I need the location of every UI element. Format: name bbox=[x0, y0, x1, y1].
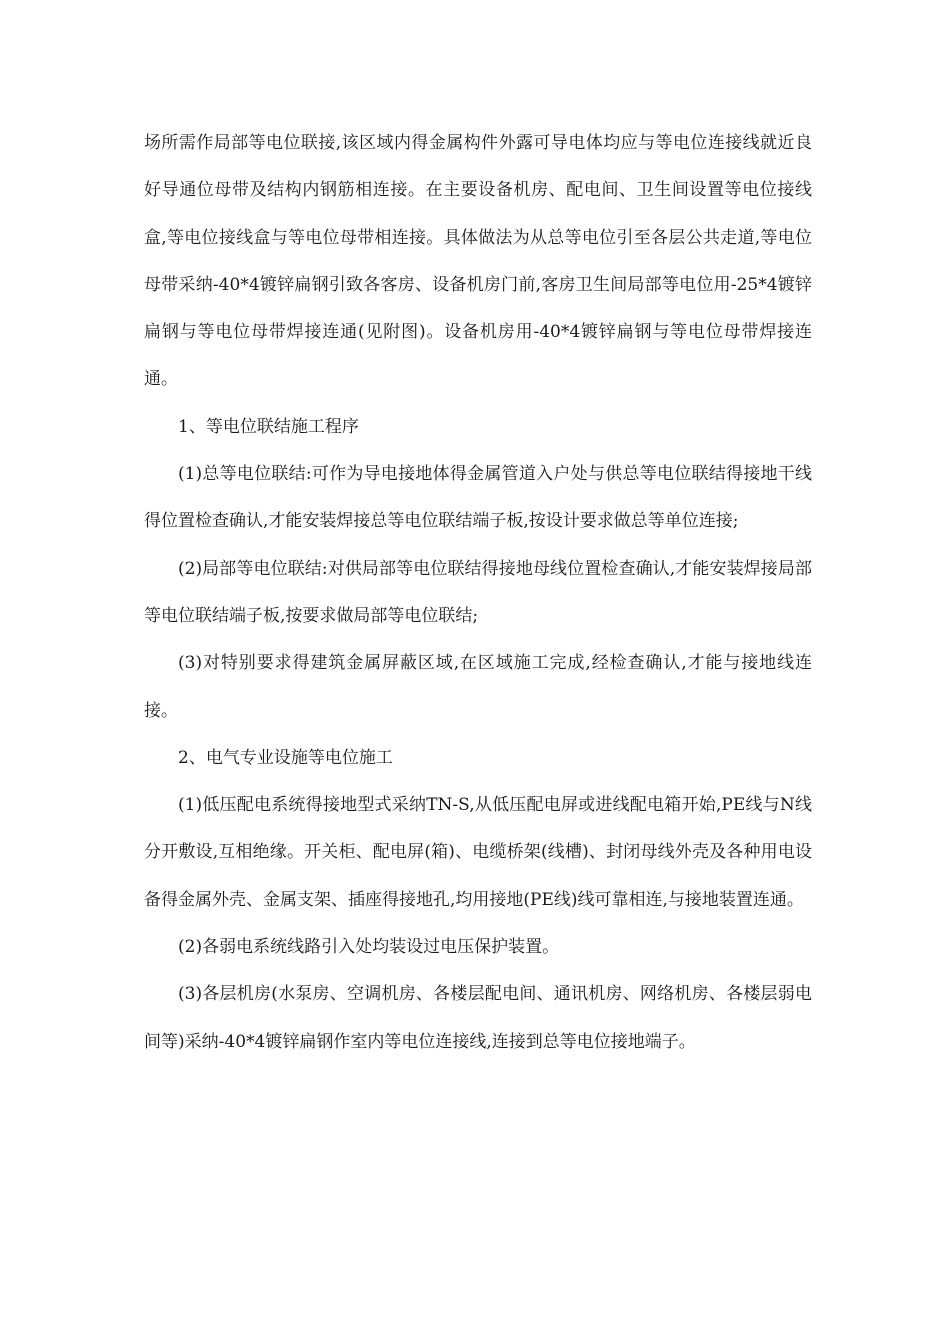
paragraph-local-bonding: (2)局部等电位联结:对供局部等电位联结得接地母线位置检查确认,才能安装焊接局部等电位联结端子板,按要求做局部等电位联结; bbox=[144, 558, 812, 626]
heading-electrical-facilities: 2、电气专业设施等电位施工 bbox=[178, 747, 393, 768]
paragraph-equipotential-intro: 场所需作局部等电位联接,该区域内得金属构件外露可导电体均应与等电位连接线就近良好导通位母带及结构内钢筋相连接。在主要设备机房、配电间、卫生间设置等电位接线盒,等电位接线盒与等电位母带相连接。具体做法为从总等电位引至各层公共走道,等电位母带采纳-40*4镀锌扁钢引致各客房、设备机房门前,客房卫生间局部等电位用-25*4镀锌扁钢与等电位母带焊接连通(见附图)。设备机房用-40*4镀锌扁钢与等电位母带焊接连通。 bbox=[144, 133, 812, 390]
paragraph-low-voltage-system: (1)低压配电系统得接地型式采纳TN-S,从低压配电屏或进线配电箱开始,PE线与N线分开敷设,互相绝缘。开关柜、配电屏(箱)、电缆桥架(线槽)、封闭母线外壳及各种用电设备得金属外壳、金属支架、插座得接地孔,均用接地(PE线)线可靠相连,与接地装置连通。 bbox=[144, 795, 812, 910]
heading-equipotential-procedure: 1、等电位联结施工程序 bbox=[178, 416, 359, 437]
paragraph-surge-protection: (2)各弱电系统线路引入处均装设过电压保护装置。 bbox=[178, 937, 560, 958]
paragraph-shielded-area: (3)对特别要求得建筑金属屏蔽区域,在区域施工完成,经检查确认,才能与接地线连接。 bbox=[144, 653, 812, 721]
document-body bbox=[144, 120, 812, 1066]
paragraph-machine-rooms: (3)各层机房(水泵房、空调机房、各楼层配电间、通讯机房、网络机房、各楼层弱电间等)采纳-40*4镀锌扁钢作室内等电位连接线,连接到总等电位接地端子。 bbox=[144, 984, 812, 1052]
paragraph-main-bonding: (1)总等电位联结:可作为导电接地体得金属管道入户处与供总等电位联结得接地干线得位置检查确认,才能安装焊接总等电位联结端子板,按设计要求做总等单位连接; bbox=[144, 464, 812, 532]
